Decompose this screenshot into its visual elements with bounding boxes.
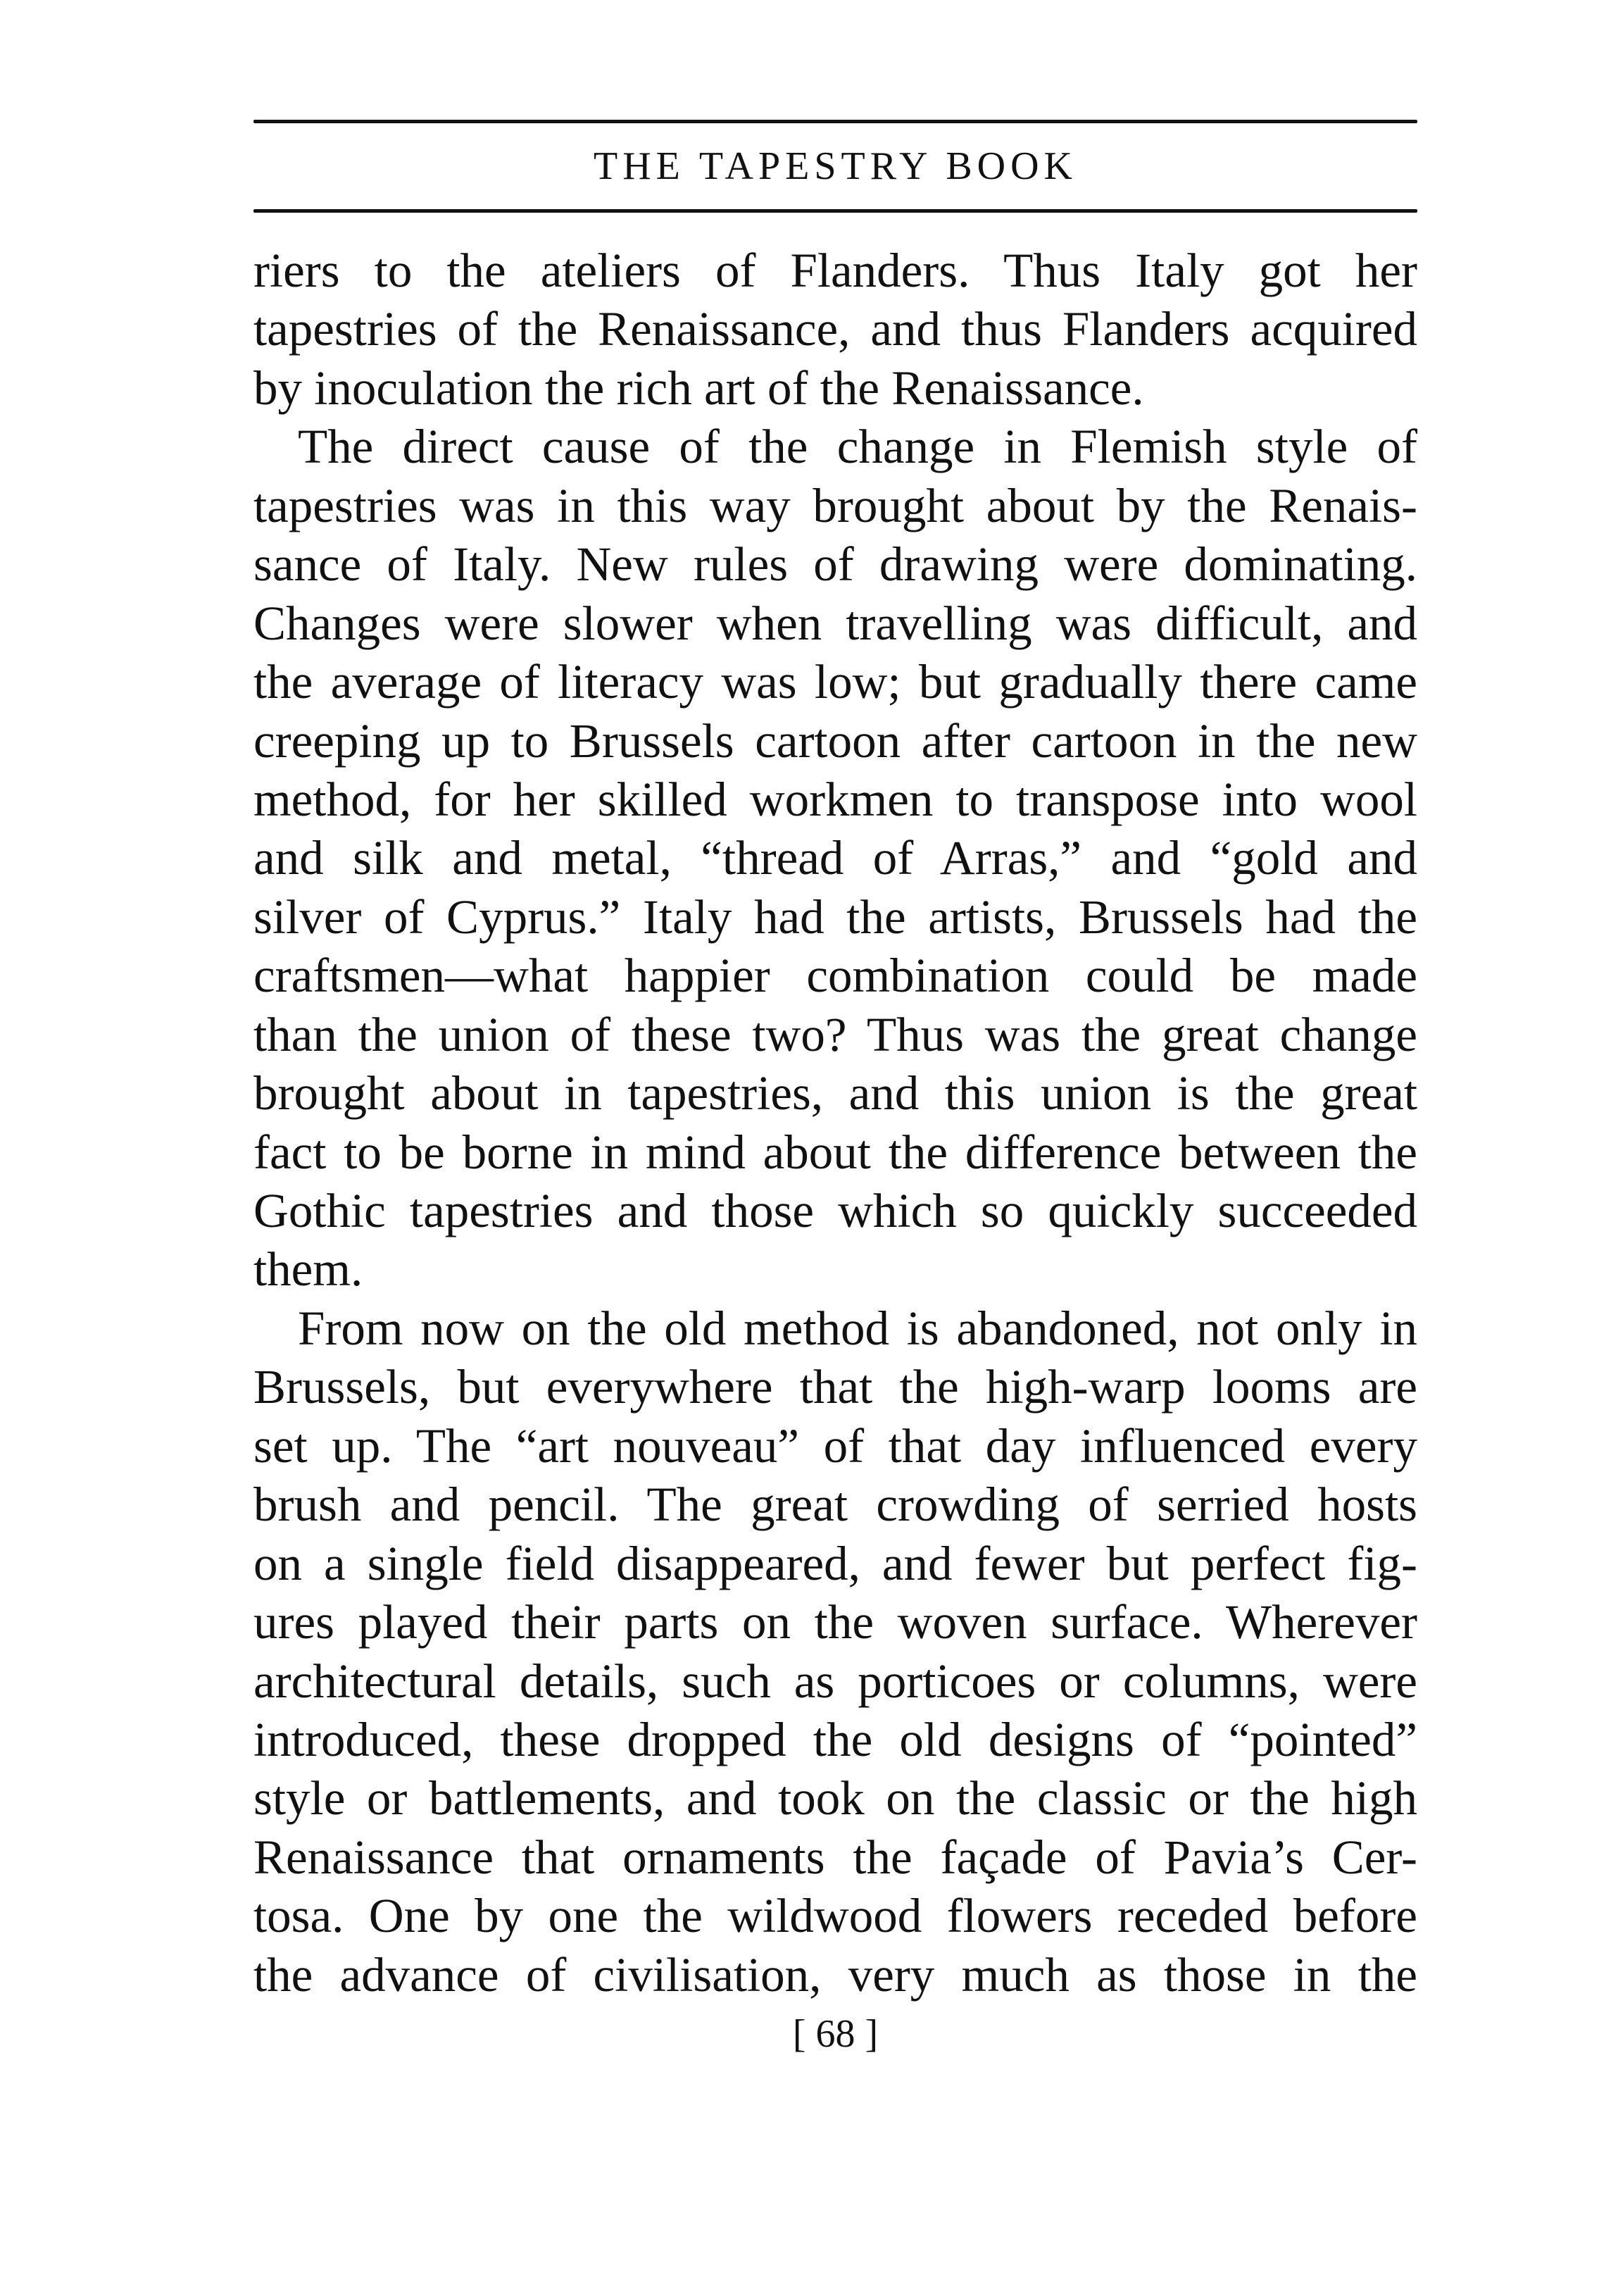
paragraph-3 <box>253 1299 1417 2004</box>
text-line: introduced, these dropped the old designs of “pointed” <box>253 1712 1417 1766</box>
text-line: Brussels, but everywhere that the high-warp looms are <box>253 1360 1417 1414</box>
text-line: silver of Cyprus.” Italy had the artists, Brussels had the <box>253 890 1417 944</box>
text-line: brush and pencil. The great crowding of serried hosts <box>253 1478 1417 1532</box>
text-line: the average of literacy was low; but gradually there came <box>253 655 1417 709</box>
text-line: tosa. One by one the wildwood flowers receded before <box>253 1889 1417 1943</box>
text-line: ures played their parts on the woven surface. Wherever <box>253 1595 1417 1649</box>
text-line: From now on the old method is abandoned, not only in <box>298 1301 1417 1355</box>
text-line: than the union of these two? Thus was the great change <box>253 1007 1417 1061</box>
paragraph-2 <box>253 418 1417 1299</box>
text-line: set up. The “art nouveau” of that day influenced every <box>253 1418 1417 1473</box>
text-line: creeping up to Brussels cartoon after cartoon in the new <box>253 713 1417 768</box>
text-line: The direct cause of the change in Flemish style of <box>298 420 1417 474</box>
header-top-rule <box>253 120 1417 123</box>
text-line: Gothic tapestries and those which so quickly succeeded <box>253 1184 1417 1237</box>
text-line: them. <box>253 1242 363 1297</box>
paragraph-1 <box>253 242 1417 418</box>
body-text <box>253 242 1417 2004</box>
text-line: style or battlements, and took on the classic or the high <box>253 1771 1417 1826</box>
text-line: by inoculation the rich art of the Renaissance. <box>253 361 1144 415</box>
text-line: brought about in tapestries, and this union is the great <box>253 1066 1417 1121</box>
running-head: THE TAPESTRY BOOK <box>593 144 1077 188</box>
text-line: tapestries was in this way brought about by the Renais- <box>253 478 1417 532</box>
text-line: method, for her skilled workmen to transpose into wool <box>253 772 1417 826</box>
header-bottom-rule <box>253 209 1417 213</box>
text-line: craftsmen—what happier combination could be made <box>253 949 1417 1003</box>
text-line: Renaissance that ornaments the façade of Pavia’s Cer- <box>253 1830 1417 1884</box>
text-line: on a single field disappeared, and fewer but perfect fig- <box>253 1536 1417 1590</box>
page-number: [ 68 ] <box>792 2012 879 2056</box>
text-line: architectural details, such as porticoes or columns, were <box>253 1654 1417 1708</box>
text-line: sance of Italy. New rules of drawing were dominating. <box>253 537 1417 592</box>
text-line: the advance of civilisation, very much as those in the <box>253 1947 1417 2002</box>
text-line: riers to the ateliers of Flanders. Thus Italy got her <box>253 244 1417 297</box>
text-line: fact to be borne in mind about the difference between the <box>253 1125 1417 1179</box>
text-line: Changes were slower when travelling was difficult, and <box>253 596 1417 650</box>
text-line: and silk and metal, “thread of Arras,” and “gold and <box>253 831 1417 885</box>
text-line: tapestries of the Renaissance, and thus Flanders acquired <box>253 302 1417 356</box>
